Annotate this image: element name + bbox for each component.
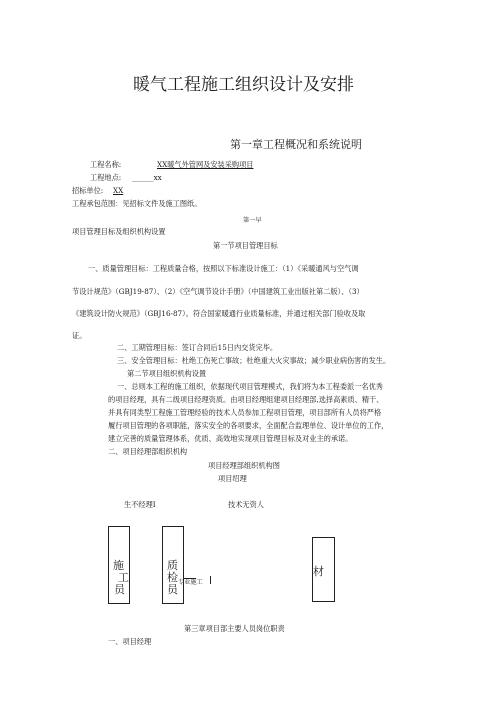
para2-line2: 的项目经理，具有二级项目经理资质。由项目经理组建项目经理部,选择高素质、精干、: [108, 395, 384, 404]
location-value: ______xx: [132, 173, 162, 182]
section-heading: 项目管理目标及组织机构设置: [72, 227, 166, 236]
bidder-label: 招标单位:: [72, 186, 104, 195]
project-name-label: 工程名称:: [90, 160, 122, 169]
bidder-value: XX: [113, 186, 124, 195]
project-manager-item: 一、项目经理: [108, 637, 152, 646]
org-chart-box-quality-char1: 质: [167, 559, 178, 572]
org-chart-box-construction-char3: 员: [114, 583, 125, 596]
document-title: 暖气工程施工组织设计及安排: [133, 75, 354, 95]
org-chart-box-quality-char3: 员: [167, 583, 178, 596]
scope-text: 工程承包范围：见招标文件及施工图纸。: [72, 199, 202, 208]
org-chart-box-quality-char2: 检: [167, 571, 178, 584]
org-chart-box-construction-char2: 工: [118, 571, 129, 584]
org-chart-tech-lead: 技术无资人: [228, 500, 264, 509]
org-chart-title: 项目经理部组织机构图: [208, 461, 280, 470]
subsection-1-heading: 第一节项目管理目标: [213, 241, 278, 250]
org-chart-production-manager: 生不经理I: [124, 500, 156, 509]
chapter-1-heading: 第一章工程概况和系统说明: [230, 138, 362, 151]
location-label: 工程地点:: [90, 173, 122, 182]
para1-line2: 节设计规范》（GBJ19-87）、（2）《空气调节设计手册》（中国建筑工业出版社第二版）、（3）: [72, 287, 364, 296]
para2-line5: 建立完善的质量管理体系，优质、高效地实现项目管理目标及对业主的承诺。: [108, 434, 353, 443]
para2-line1: 一、总则本工程的施工组织，依据现代项目管理模式，我们将为本工程委派一名优秀: [117, 382, 383, 391]
project-name-value: XX暖气外管网及安装采购项目: [157, 160, 254, 169]
para2-line3: 并具有同类型工程施工管理经验的技术人员参加工程项目管理，项目部所有人员将严格: [108, 408, 382, 417]
para1-line4: 证。: [72, 331, 87, 340]
chapter-3-heading: 第三章项目部主要人员岗位职责: [184, 624, 285, 633]
org-chart-box-construction-char1: 施: [113, 559, 124, 572]
goal-3: 三、安全管理目标：杜绝工伤死亡事故；杜绝重大火灾事故；减少职业病伤害的发生。: [117, 356, 391, 365]
org-structure-item: 二、项目经理部组织机构: [108, 447, 188, 456]
para1-line3: 《建筑设计防火规范》（GBJ16-87）。符合国家暖通行业质量标准，并通过相关部门验收及取: [72, 309, 366, 318]
section-small-heading: 第一早: [243, 217, 262, 224]
org-chart-box-materials-char: 材: [313, 565, 324, 578]
para1-line1: 一、质量管理目标：工程质量合格，按照以下标准设计施工：（1）《采暖通风与空气调: [88, 264, 359, 273]
org-chart-professional-construction: 专业施工: [178, 579, 203, 586]
subsection-2-heading: 第二节项目组织机构设置: [127, 369, 207, 378]
org-chart-manager: 项目绍理: [218, 474, 247, 483]
org-chart-connector-2: [210, 576, 211, 584]
goal-2: 二、工期管理目标：签订合同后15日内交货完毕。: [117, 343, 278, 352]
para2-line4: 履行项目管理的各项职能，落实安全的各项要求，全面配合监理单位、设计单位的工作，: [108, 421, 389, 430]
